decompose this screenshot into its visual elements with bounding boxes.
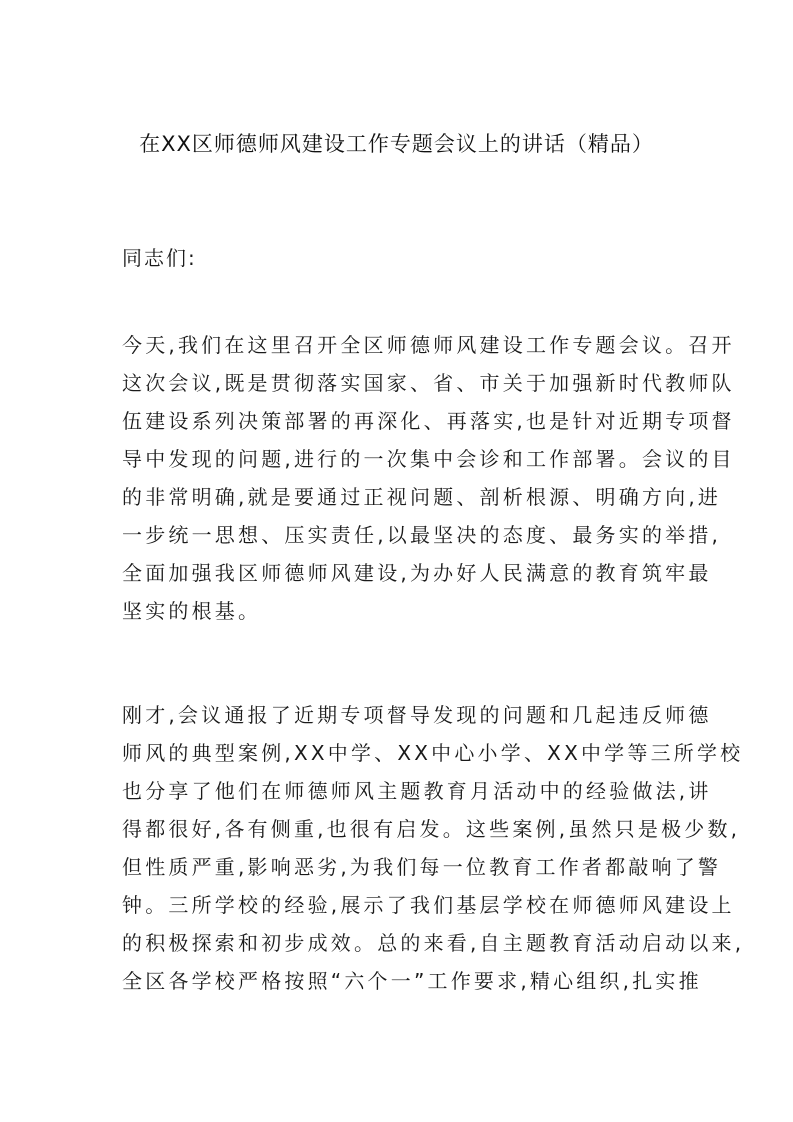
text-line: 全区各学校严格按照“六个一”工作要求,精心组织,扎实推 bbox=[122, 969, 702, 993]
text-line: 一步统一思想、压实责任,以最坚决的态度、最务实的举措, bbox=[122, 523, 722, 547]
text-line: 这次会议,既是贯彻落实国家、省、市关于加强新时代教师队 bbox=[122, 371, 735, 395]
salutation: 同志们: bbox=[122, 246, 197, 270]
text-line: 伍建设系列决策部署的再深化、再落实,也是针对近期专项督 bbox=[122, 409, 735, 433]
text-line: 的积极探索和初步成效。总的来看,自主题教育活动启动以来, bbox=[122, 931, 745, 955]
text-line: 刚才,会议通报了近期专项督导发现的问题和几起违反师德 bbox=[122, 703, 712, 727]
document-title: 在XX区师德师风建设工作专题会议上的讲话（精品） bbox=[139, 132, 654, 156]
text-line: 的非常明确,就是要通过正视问题、剖析根源、明确方向,进 bbox=[122, 485, 722, 509]
text-line: 得都很好,各有侧重,也很有启发。这些案例,虽然只是极少数, bbox=[122, 817, 741, 841]
paragraph-1 bbox=[122, 326, 735, 630]
text-line: 但性质严重,影响恶劣,为我们每一位教育工作者都敲响了警 bbox=[122, 855, 722, 879]
paragraph-2 bbox=[122, 696, 745, 1000]
text-line: 导中发现的问题,进行的一次集中会诊和工作部署。会议的目 bbox=[122, 447, 735, 471]
text-line: 全面加强我区师德师风建设,为办好人民满意的教育筑牢最 bbox=[122, 561, 712, 585]
text-line: 师风的典型案例,XX中学、XX中心小学、XX中学等三所学校 bbox=[122, 741, 744, 765]
text-line: 坚实的根基。 bbox=[122, 599, 262, 623]
text-line: 钟。三所学校的经验,展示了我们基层学校在师德师风建设上 bbox=[122, 893, 735, 917]
text-line: 今天,我们在这里召开全区师德师风建设工作专题会议。召开 bbox=[122, 333, 735, 357]
text-line: 也分享了他们在师德师风主题教育月活动中的经验做法,讲 bbox=[122, 779, 712, 803]
